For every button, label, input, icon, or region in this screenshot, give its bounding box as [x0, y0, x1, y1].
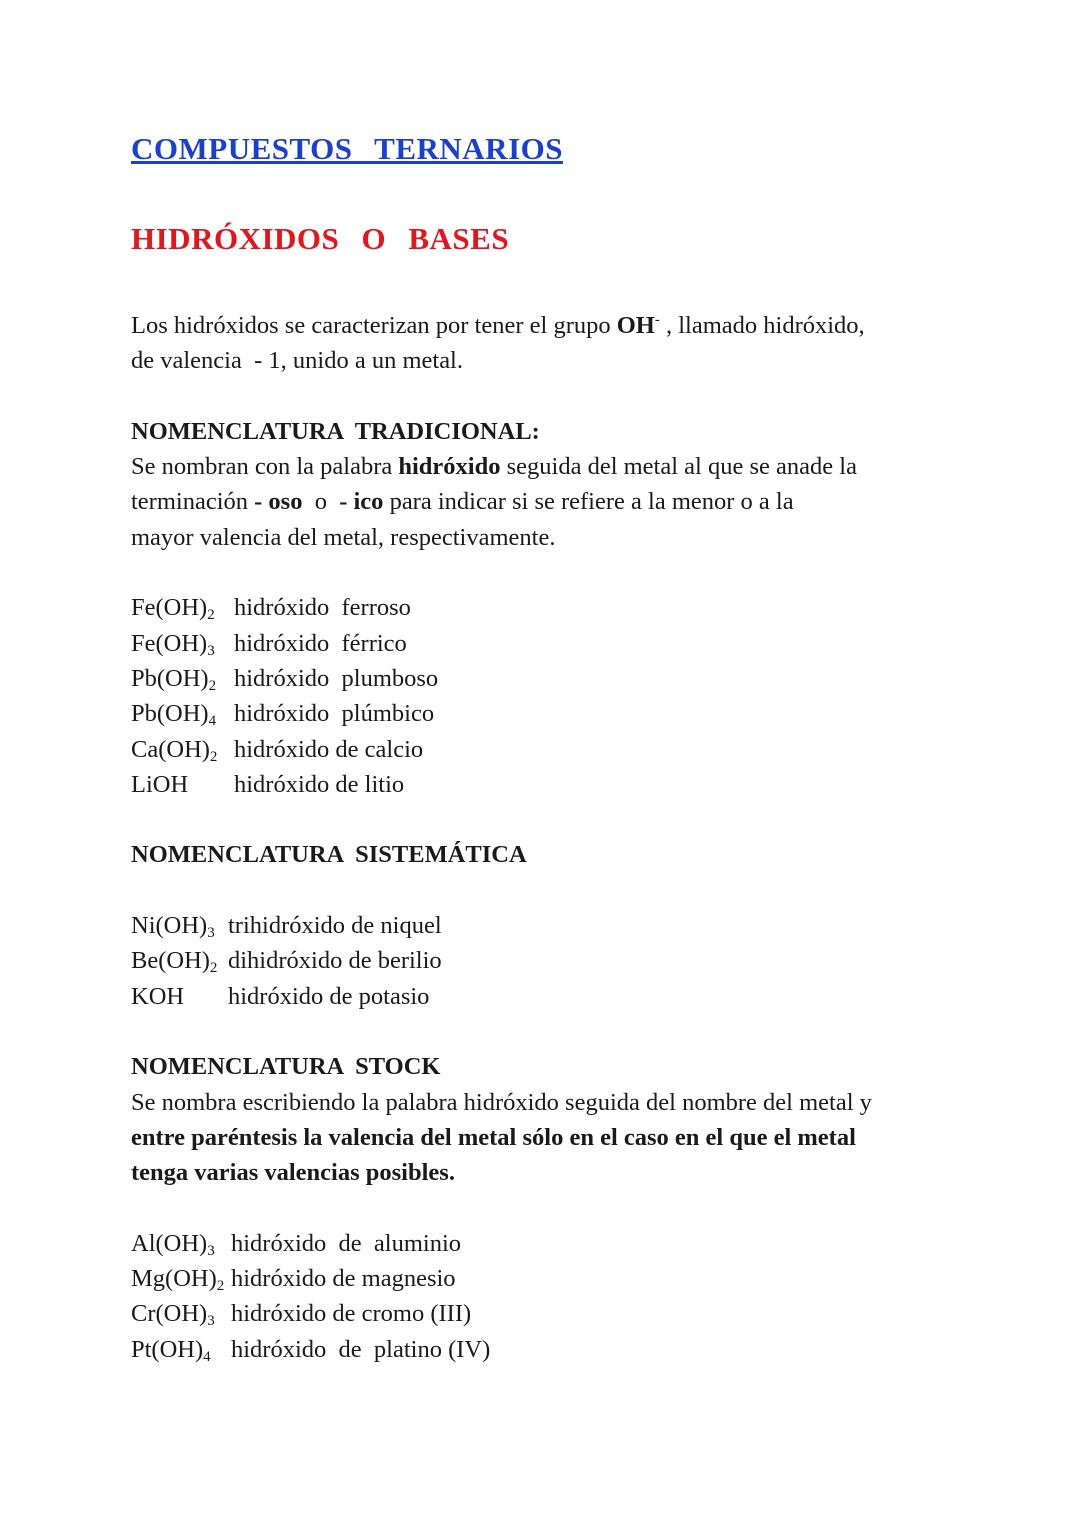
compound-name: hidróxido plúmbico	[234, 700, 435, 728]
formula-base: KOH	[131, 982, 185, 1010]
formula-subscript: 3	[207, 642, 215, 659]
formula-subscript: 2	[208, 677, 217, 694]
formula-base: LiOH	[131, 770, 189, 798]
formula-base: Pb(OH)	[131, 664, 209, 692]
bold-text: tenga varias valencias posibles.	[131, 1159, 455, 1187]
formula-subscript: 3	[207, 925, 215, 942]
formula	[131, 979, 228, 1014]
formula-subscript: 2	[216, 1278, 225, 1295]
formula	[131, 732, 234, 767]
formula-base: Ni(OH)	[131, 912, 208, 940]
formula-row	[131, 1226, 961, 1261]
text: o	[302, 488, 340, 516]
intro-line-2: de valencia - 1, unido a un metal.	[131, 347, 463, 375]
text: terminación	[131, 488, 255, 516]
formula-subscript: 3	[207, 1313, 215, 1330]
formula-row	[131, 1332, 961, 1367]
intro-text: Los hidróxidos se caracterizan por tener el grupo	[131, 312, 617, 339]
compound-name: dihidróxido de berilio	[228, 947, 442, 975]
formula-base: Pt(OH)	[131, 1335, 204, 1363]
oh-group: OH	[616, 312, 655, 339]
compound-name: hidróxido de platino (IV)	[231, 1335, 491, 1363]
formula-base: Pb(OH)	[131, 700, 209, 728]
stock-examples	[131, 1226, 961, 1367]
formula-base: Cr(OH)	[131, 1300, 208, 1328]
formula-row	[131, 767, 961, 802]
oh-charge: -	[654, 311, 660, 328]
formula-row	[131, 626, 961, 661]
formula-base: Fe(OH)	[131, 629, 208, 657]
formula-base: Mg(OH)	[131, 1265, 217, 1293]
formula-row	[131, 661, 961, 696]
document-title: COMPUESTOS TERNARIOS	[131, 131, 563, 166]
section-title: HIDRÓXIDOS O BASES	[131, 221, 510, 256]
tradicional-heading	[131, 414, 961, 449]
compound-name: hidróxido de aluminio	[231, 1229, 461, 1257]
text: para indicar si se refiere a la menor o a la	[383, 488, 794, 516]
formula-row	[131, 979, 961, 1014]
text: Se nombran con la palabra	[131, 453, 399, 481]
compound-name: trihidróxido de niquel	[228, 912, 442, 940]
stock-para-1: Se nombra escribiendo la palabra hidróxido seguida del nombre del metal y	[131, 1088, 872, 1116]
compound-name: hidróxido férrico	[234, 629, 407, 657]
formula	[131, 1296, 231, 1331]
heading-text: NOMENCLATURA TRADICIONAL:	[131, 417, 540, 445]
formula-row	[131, 1296, 961, 1331]
bold-text: - ico	[339, 488, 384, 516]
heading-text: NOMENCLATURA STOCK	[131, 1053, 441, 1081]
text: seguida del metal al que se anade la	[500, 453, 857, 481]
tradicional-para-2	[131, 484, 961, 519]
compound-name: hidróxido de calcio	[234, 735, 424, 763]
tradicional-para-1	[131, 449, 961, 484]
formula-subscript: 4	[208, 713, 217, 730]
formula-row	[131, 732, 961, 767]
formula	[131, 661, 234, 696]
formula	[131, 1226, 231, 1261]
sistematica-heading	[131, 837, 961, 872]
formula-row	[131, 696, 961, 731]
formula-subscript: 2	[207, 607, 215, 624]
formula-base: Ca(OH)	[131, 735, 210, 763]
sistematica-examples	[131, 908, 961, 1014]
intro-line-1	[131, 308, 961, 343]
formula-subscript: 2	[209, 960, 218, 977]
compound-name: hidróxido ferroso	[234, 594, 411, 622]
tradicional-para-3: mayor valencia del metal, respectivamente.	[131, 523, 556, 551]
stock-para-2	[131, 1120, 961, 1155]
bold-text: entre paréntesis la valencia del metal sólo en el caso en el que el metal	[131, 1123, 856, 1151]
formula-subscript: 2	[209, 748, 218, 765]
formula	[131, 908, 228, 943]
formula	[131, 1261, 231, 1296]
formula-row	[131, 590, 961, 625]
formula-row	[131, 943, 961, 978]
formula	[131, 590, 234, 625]
compound-name: hidróxido de potasio	[228, 982, 430, 1010]
formula	[131, 943, 228, 978]
document-body	[131, 308, 961, 1367]
heading-text: NOMENCLATURA SISTEMÁTICA	[131, 841, 527, 869]
bold-text: hidróxido	[398, 453, 501, 481]
bold-text: - oso	[254, 488, 303, 516]
formula	[131, 1332, 231, 1367]
stock-heading	[131, 1049, 961, 1084]
compound-name: hidróxido de litio	[234, 770, 405, 798]
compound-name: hidróxido de cromo (III)	[231, 1300, 472, 1328]
formula-row	[131, 1261, 961, 1296]
tradicional-examples	[131, 590, 961, 802]
formula-base: Be(OH)	[131, 947, 210, 975]
formula-row	[131, 908, 961, 943]
stock-para-3	[131, 1155, 961, 1190]
intro-text: , llamado hidróxido,	[659, 312, 865, 339]
formula	[131, 626, 234, 661]
formula	[131, 767, 234, 802]
formula-subscript: 3	[207, 1242, 215, 1259]
formula	[131, 696, 234, 731]
compound-name: hidróxido de magnesio	[231, 1265, 456, 1293]
formula-base: Al(OH)	[131, 1229, 208, 1257]
formula-base: Fe(OH)	[131, 594, 208, 622]
formula-subscript: 4	[203, 1348, 211, 1365]
compound-name: hidróxido plumboso	[234, 664, 439, 692]
